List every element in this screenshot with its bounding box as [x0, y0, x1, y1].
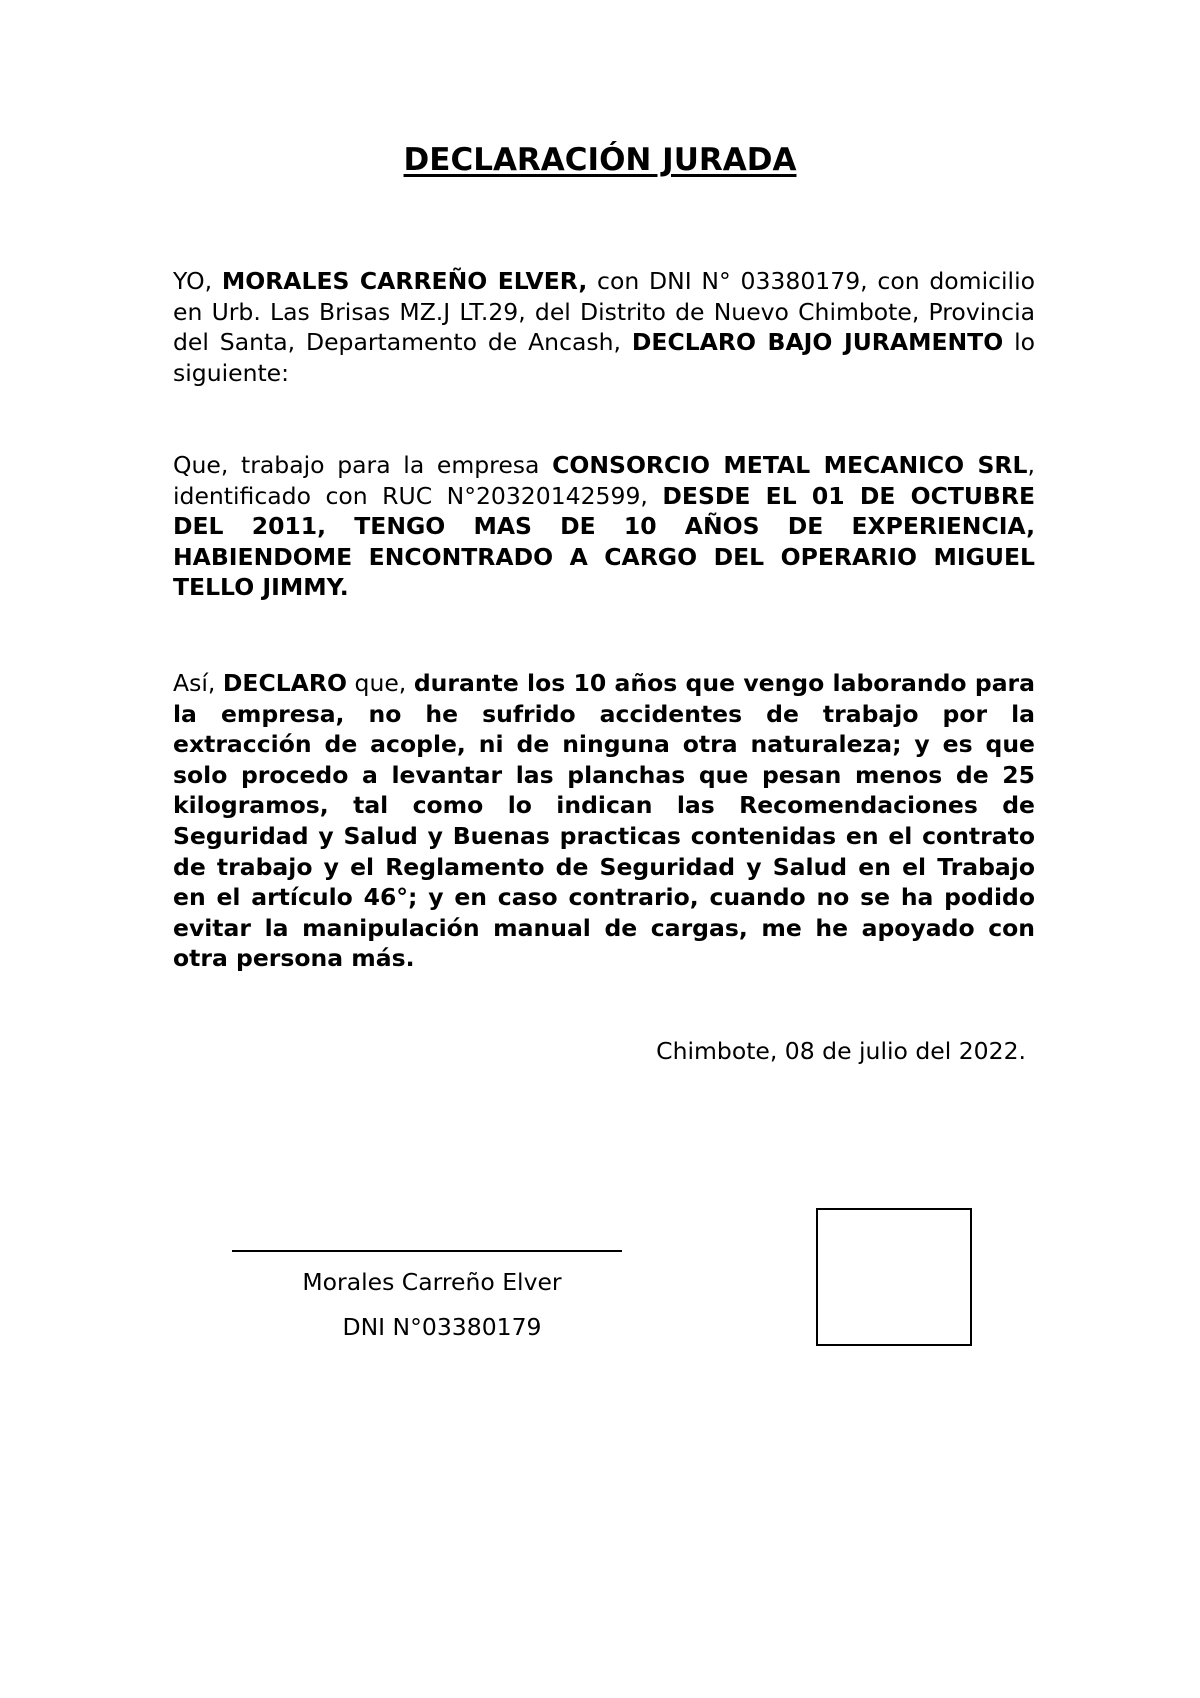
company-name: CONSORCIO METAL MECANICO SRL — [552, 451, 1028, 479]
safety-paragraph — [173, 668, 1035, 974]
signature-line — [232, 1250, 622, 1252]
signatory-dni: DNI N°03380179 — [342, 1313, 542, 1341]
p3-text-2: que, — [346, 669, 414, 697]
fingerprint-box — [816, 1208, 972, 1346]
declarant-name: MORALES CARREÑO ELVER, — [221, 267, 588, 295]
p2-text-1: Que, trabajo para la empresa — [173, 451, 553, 479]
declaro-word: DECLARO — [222, 669, 347, 697]
signatory-name: Morales Carreño Elver — [302, 1268, 562, 1296]
place-date: Chimbote, 08 de julio del 2022. — [656, 1037, 1026, 1065]
experience-statement: DESDE EL 01 DE OCTUBRE DEL 2011, TENGO MAS DE 10 AÑOS DE EXPERIENCIA, HABIENDOME ENCONTRADO A CARGO DEL OPERARIO MIGUEL TELLO JIMMY. — [173, 481, 1035, 602]
document-title: DECLARACIÓN JURADA — [403, 142, 797, 178]
declaro-bajo-juramento: DECLARO BAJO JURAMENTO — [631, 328, 1004, 357]
p2-text-2: , identificado con RUC N°20320142599, — [173, 451, 1035, 510]
p1-text-1: YO, — [173, 267, 222, 295]
p1-text-2: con DNI N° 03380179, con domicilio en Urb. Las Brisas MZ.J LT.29, del Distrito de Nuevo Chimbote, Provincia del Santa, Departamento de Ancash, — [173, 267, 1035, 357]
p1-text-3: lo siguiente: — [173, 328, 1035, 387]
p3-text-1: Así, — [173, 669, 223, 697]
declarant-paragraph — [173, 266, 1035, 388]
employment-paragraph — [173, 450, 1035, 603]
safety-statement: durante los 10 años que vengo laborando para la empresa, no he sufrido accidentes de trabajo por la extracción de acople, ni de ninguna otra naturaleza; y es que solo procedo a levantar las planchas que pesan menos de 25 kilogramos, tal como lo indican las Recomendaciones de Seguridad y Salud y Buenas practicas contenidas en el contrato de trabajo y el Reglamento de Seguridad y Salud en el Trabajo en el artículo 46°; y en caso contrario, cuando no se ha podido evitar la manipulación manual de cargas, me he apoyado con otra persona más. — [173, 669, 1035, 973]
